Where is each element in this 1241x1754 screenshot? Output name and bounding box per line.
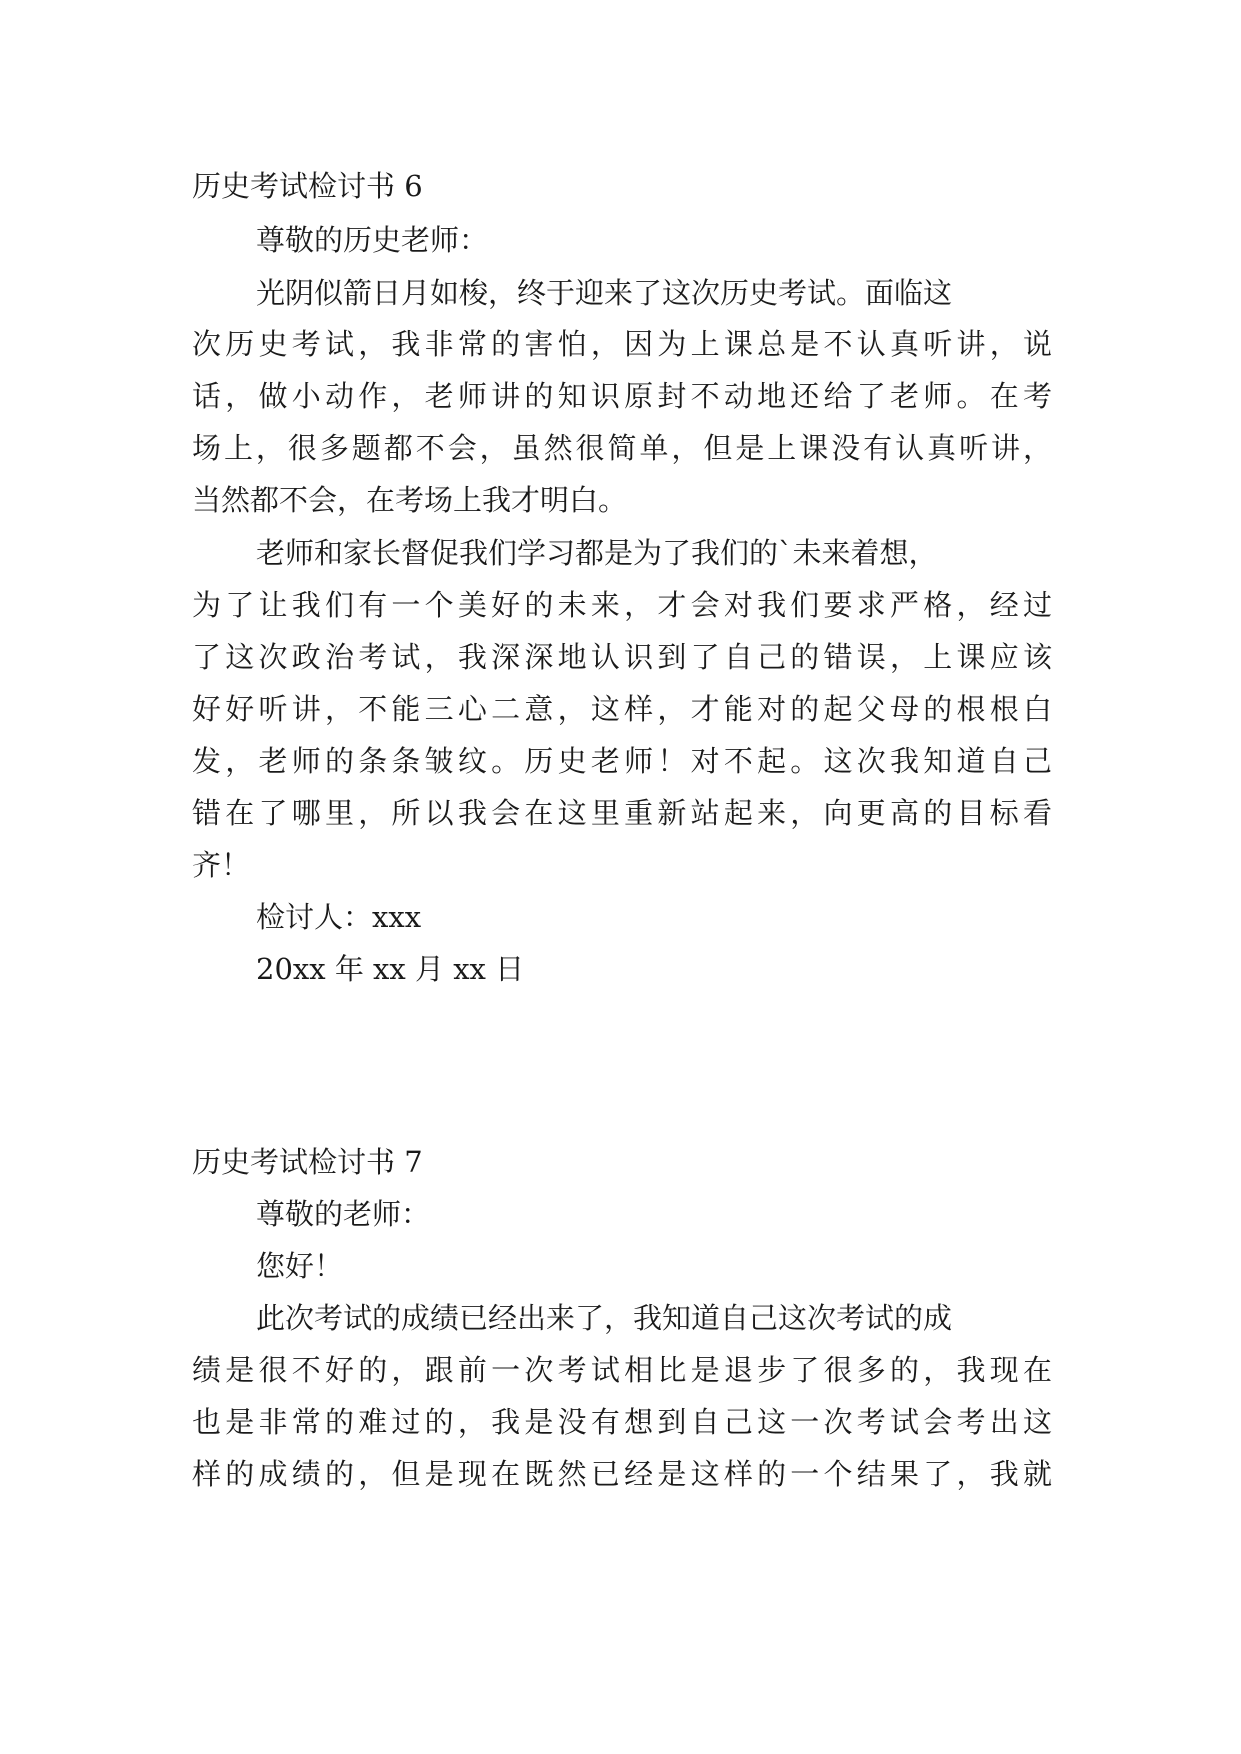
greeting: 您好！ xyxy=(256,1249,344,1283)
paragraph-line: 场上，很多题都不会，虽然很简单，但是上课没有认真听讲， xyxy=(192,431,1052,465)
signer: 检讨人：xxx xyxy=(256,900,422,934)
salutation: 尊敬的老师： xyxy=(256,1197,431,1231)
paragraph-line: 此次考试的成绩已经出来了，我知道自己这次考试的成 xyxy=(256,1301,953,1335)
paragraph-line: 当然都不会，在考场上我才明白。 xyxy=(192,483,628,517)
paragraph-line: 好好听讲，不能三心二意，这样，才能对的起父母的根根白 xyxy=(192,692,1052,726)
section-title: 历史考试检讨书 7 xyxy=(192,1145,423,1179)
paragraph-line: 次历史考试，我非常的害怕，因为上课总是不认真听讲，说 xyxy=(192,327,1052,361)
paragraph-line: 绩是很不好的，跟前一次考试相比是退步了很多的，我现在 xyxy=(192,1353,1052,1387)
paragraph-line: 错在了哪里，所以我会在这里重新站起来，向更高的目标看 xyxy=(192,796,1052,830)
salutation: 尊敬的历史老师： xyxy=(256,223,489,257)
section-title: 历史考试检讨书 6 xyxy=(192,169,423,203)
paragraph-line: 样的成绩的，但是现在既然已经是这样的一个结果了，我就 xyxy=(192,1457,1052,1491)
paragraph-line: 光阴似箭日月如梭，终于迎来了这次历史考试。面临这 xyxy=(256,276,953,310)
paragraph-line: 发，老师的条条皱纹。历史老师！对不起。这次我知道自己 xyxy=(192,744,1052,778)
date: 20xx 年 xx 月 xx 日 xyxy=(256,952,525,986)
paragraph-line: 也是非常的难过的，我是没有想到自己这一次考试会考出这 xyxy=(192,1405,1052,1439)
paragraph-line: 为了让我们有一个美好的未来，才会对我们要求严格，经过 xyxy=(192,588,1052,622)
paragraph-line: 老师和家长督促我们学习都是为了我们的`未来着想， xyxy=(256,536,938,570)
paragraph-line: 了这次政治考试，我深深地认识到了自己的错误，上课应该 xyxy=(192,640,1052,674)
paragraph-line: 齐！ xyxy=(192,848,251,882)
paragraph-line: 话，做小动作，老师讲的知识原封不动地还给了老师。在考 xyxy=(192,379,1052,413)
